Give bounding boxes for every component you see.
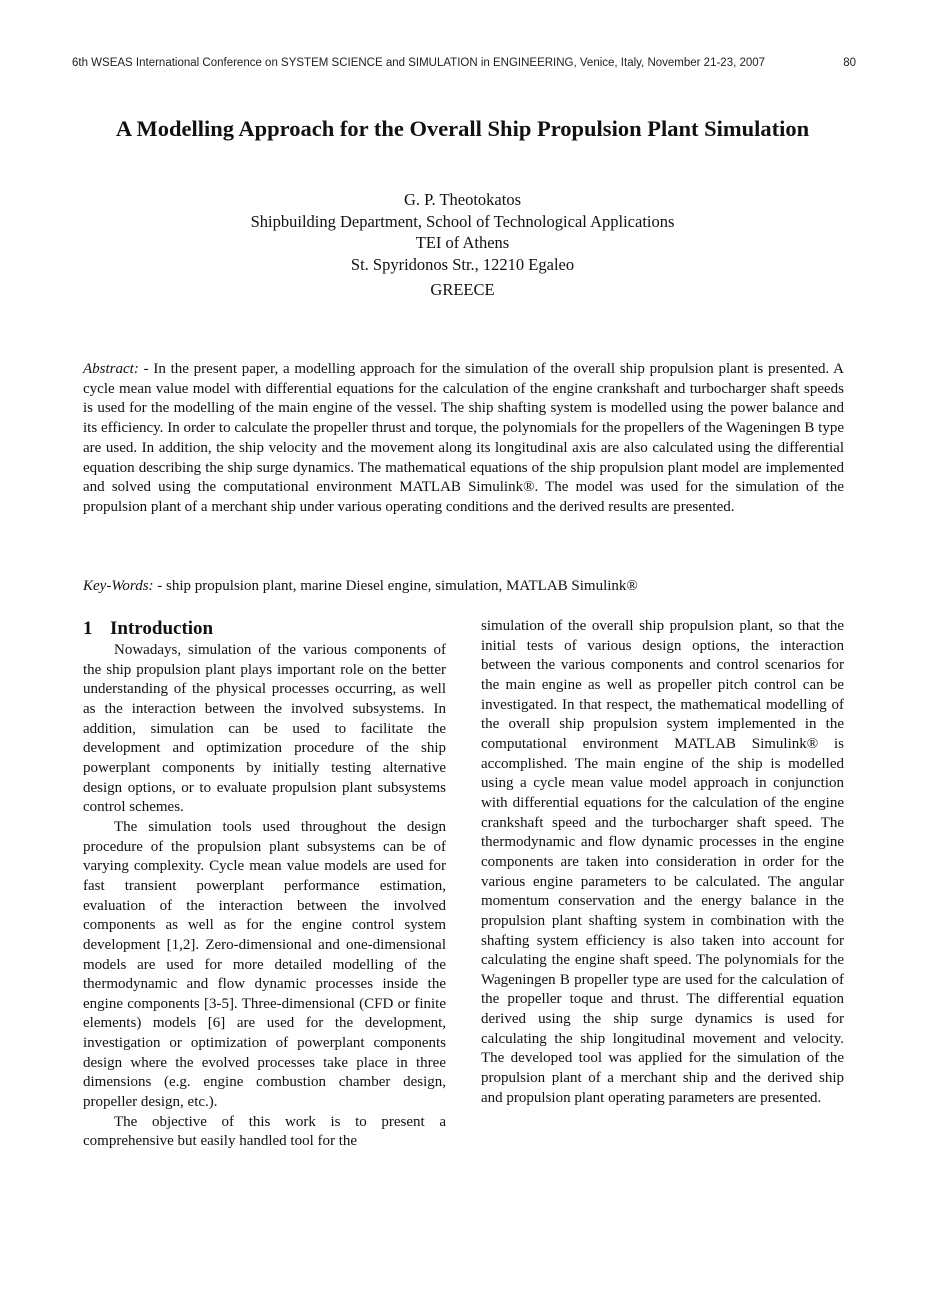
paper-title: A Modelling Approach for the Overall Ship Propulsion Plant Simulation	[115, 116, 810, 141]
keywords	[83, 577, 844, 597]
author-department: Shipbuilding Department, School of Technological Applications	[250, 211, 675, 231]
abstract	[83, 360, 844, 518]
author-name: G. P. Theotokatos	[403, 190, 522, 209]
left-column	[83, 617, 446, 1152]
page-number: 80	[843, 57, 856, 69]
author-address: St. Spyridonos Str., 12210 Egaleo	[350, 254, 575, 274]
author-block	[100, 189, 825, 301]
intro-paragraph-3-continued: simulation of the overall ship propulsion plant, so that the initial tests of various design options, the interaction between the various components and control scenarios for the main engine as well as propeller pitch control can be investigated. In that respect, the mathematical modelling of the overall ship propulsion system implemented in the computational environment MATLAB Simulink® is accomplished. The main engine of the ship is modelled using a cycle mean value model approach in conjunction with differential equations for the calculation of the engine crankshaft speed and the turbocharger shaft speed. The thermodynamic and flow dynamic processes in the engine components are taken into consideration in order for the various engine parameters to be calculated. The angular momentum conservation and the energy balance in the propulsion plant shafting system in combination with the shafting system efficiency is also taken into account for calculating the engine shaft speed. The polynomials for the Wageningen B propeller type are used for the calculation of the propeller toque and thrust. The differential equation derived using the ship surge dynamics is used for calculating the ship longitudinal movement and velocity. The developed tool was applied for the simulation of the propulsion plant of a merchant ship and the derived ship and propulsion plant operating parameters are presented.	[481, 618, 844, 1106]
author-institution: TEI of Athens	[415, 233, 510, 253]
keywords-label: Key-Words:	[83, 578, 154, 594]
intro-paragraph-3: The objective of this work is to present a comprehensive but easily handled tool for the	[83, 1113, 446, 1150]
conference-line: 6th WSEAS International Conference on SYSTEM SCIENCE and SIMULATION in ENGINEERING, Venice, Italy, November 21-23, 2007	[72, 57, 766, 69]
section-title: Introduction	[110, 618, 214, 639]
running-header	[72, 57, 856, 69]
abstract-label: Abstract:	[83, 361, 139, 377]
right-column	[481, 617, 844, 1108]
keywords-text: - ship propulsion plant, marine Diesel engine, simulation, MATLAB Simulink®	[153, 578, 638, 594]
author-country: GREECE	[430, 280, 495, 300]
section-heading	[83, 617, 446, 641]
section-number: 1	[83, 618, 93, 639]
intro-paragraph-1: Nowadays, simulation of the various components of the ship propulsion plant plays important role on the better understanding of the physical processes occurring, as well as the interaction between the involved subsystems. In addition, simulation can be used to facilitate the development and optimization procedure of the ship powerplant components by initially testing alternative design options, or to evaluate propulsion plant subsystems control schemes.	[83, 642, 446, 816]
intro-paragraph-2: The simulation tools used throughout the design procedure of the propulsion plant subsystems can be of varying complexity. Cycle mean value models are used for fast transient powerplant performance estimation, evaluation of the interaction between the involved components as well as for the engine control system development [1,2]. Zero-dimensional and one-dimensional models are used for more detailed modelling of the thermodynamic and flow dynamic processes inside the engine components [3-5]. Three-dimensional (CFD or finite elements) models [6] are used for the development, investigation or optimization of powerplant components design where the evolved processes take place in three dimensions (e.g. engine combustion chamber design, propeller design, etc.).	[83, 818, 446, 1111]
abstract-text: - In the present paper, a modelling approach for the simulation of the overall ship propulsion plant is presented. A cycle mean value model with differential equations for the calculation of the engine crankshaft and turbocharger shaft speeds is used for the modelling of the main engine of the vessel. The ship shafting system is modelled using the power balance and its efficiency. In order to calculate the propeller thrust and torque, the polynomials for the propellers of the Wageningen B type are used. In addition, the ship velocity and the movement along its longitudinal axis are also calculated using the differential equation describing the ship surge dynamics. The mathematical equations of the ship propulsion plant model are implemented and solved using the computational environment MATLAB Simulink®. The model was used for the simulation of the propulsion plant of a merchant ship under various operating conditions and the derived results are presented.	[83, 361, 844, 515]
